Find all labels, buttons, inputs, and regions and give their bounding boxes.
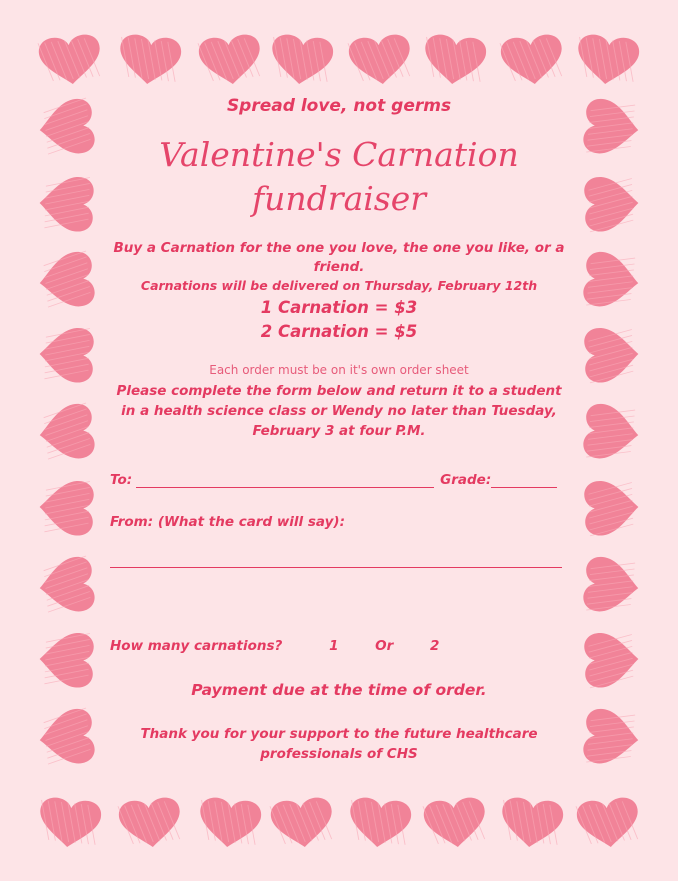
price-two-carnations: 2 Carnation = $5 xyxy=(260,322,418,341)
heart-icon xyxy=(117,33,183,87)
heart-icon xyxy=(37,97,96,157)
heart-icon xyxy=(197,796,263,850)
heart-icon xyxy=(422,33,488,87)
title-line-2: fundraiser xyxy=(251,179,427,218)
to-label: To: xyxy=(110,472,133,488)
heart-icon xyxy=(39,176,95,232)
heart-icon xyxy=(575,796,641,850)
from-label: From: (What the card will say): xyxy=(110,514,345,530)
heart-icon xyxy=(269,33,335,87)
thank-you-note: Thank you for your support to the future healthcare professionals of CHS xyxy=(140,726,538,762)
how-many-label: How many carnations? xyxy=(110,638,283,654)
title-line-1: Valentine's Carnation xyxy=(159,135,519,174)
heart-icon xyxy=(39,480,95,536)
heart-icon xyxy=(37,250,96,310)
intro-text: Buy a Carnation for the one you love, the one you like, or a friend. xyxy=(113,240,565,275)
option-two[interactable]: 2 xyxy=(430,638,440,654)
heart-icon xyxy=(37,796,103,850)
heart-icon xyxy=(269,796,335,850)
or-label: Or xyxy=(375,638,394,654)
instructions: Please complete the form below and return it to a student in a health science class or Wendy no later than Tuesday, February 3 at four P.M. xyxy=(116,383,562,439)
payment-note: Payment due at the time of order. xyxy=(191,681,487,699)
heart-icon xyxy=(575,33,641,87)
heart-icon xyxy=(197,33,263,87)
heart-icon xyxy=(582,707,641,767)
heart-icon xyxy=(582,402,641,462)
heart-icon xyxy=(422,796,488,850)
price-one-carnation: 1 Carnation = $3 xyxy=(260,298,418,317)
heart-icon xyxy=(584,176,640,232)
heart-icon xyxy=(37,33,103,87)
heart-icon xyxy=(117,796,183,850)
heart-icon xyxy=(39,327,95,383)
tagline: Spread love, not germs xyxy=(226,96,452,116)
grade-label: Grade: xyxy=(440,472,492,488)
to-field[interactable] xyxy=(136,474,434,488)
page-title xyxy=(108,133,570,221)
heart-icon xyxy=(582,555,641,615)
order-sheet-note: Each order must be on it's own order sheet xyxy=(209,363,469,377)
grade-field[interactable] xyxy=(491,474,557,488)
from-message-field[interactable] xyxy=(110,567,562,568)
heart-icon xyxy=(499,33,565,87)
heart-icon xyxy=(584,632,640,688)
heart-icon xyxy=(37,555,96,615)
heart-icon xyxy=(347,33,413,87)
to-grade-row xyxy=(110,472,562,488)
heart-icon xyxy=(347,796,413,850)
heart-icon xyxy=(39,632,95,688)
heart-icon xyxy=(584,480,640,536)
heart-icon xyxy=(582,250,641,310)
heart-icon xyxy=(582,97,641,157)
option-one[interactable]: 1 xyxy=(329,638,339,654)
heart-icon xyxy=(584,327,640,383)
how-many-row xyxy=(110,638,562,654)
heart-icon xyxy=(499,796,565,850)
delivery-date: Carnations will be delivered on Thursday, February 12th xyxy=(140,278,538,293)
heart-icon xyxy=(37,707,96,767)
heart-icon xyxy=(37,402,96,462)
